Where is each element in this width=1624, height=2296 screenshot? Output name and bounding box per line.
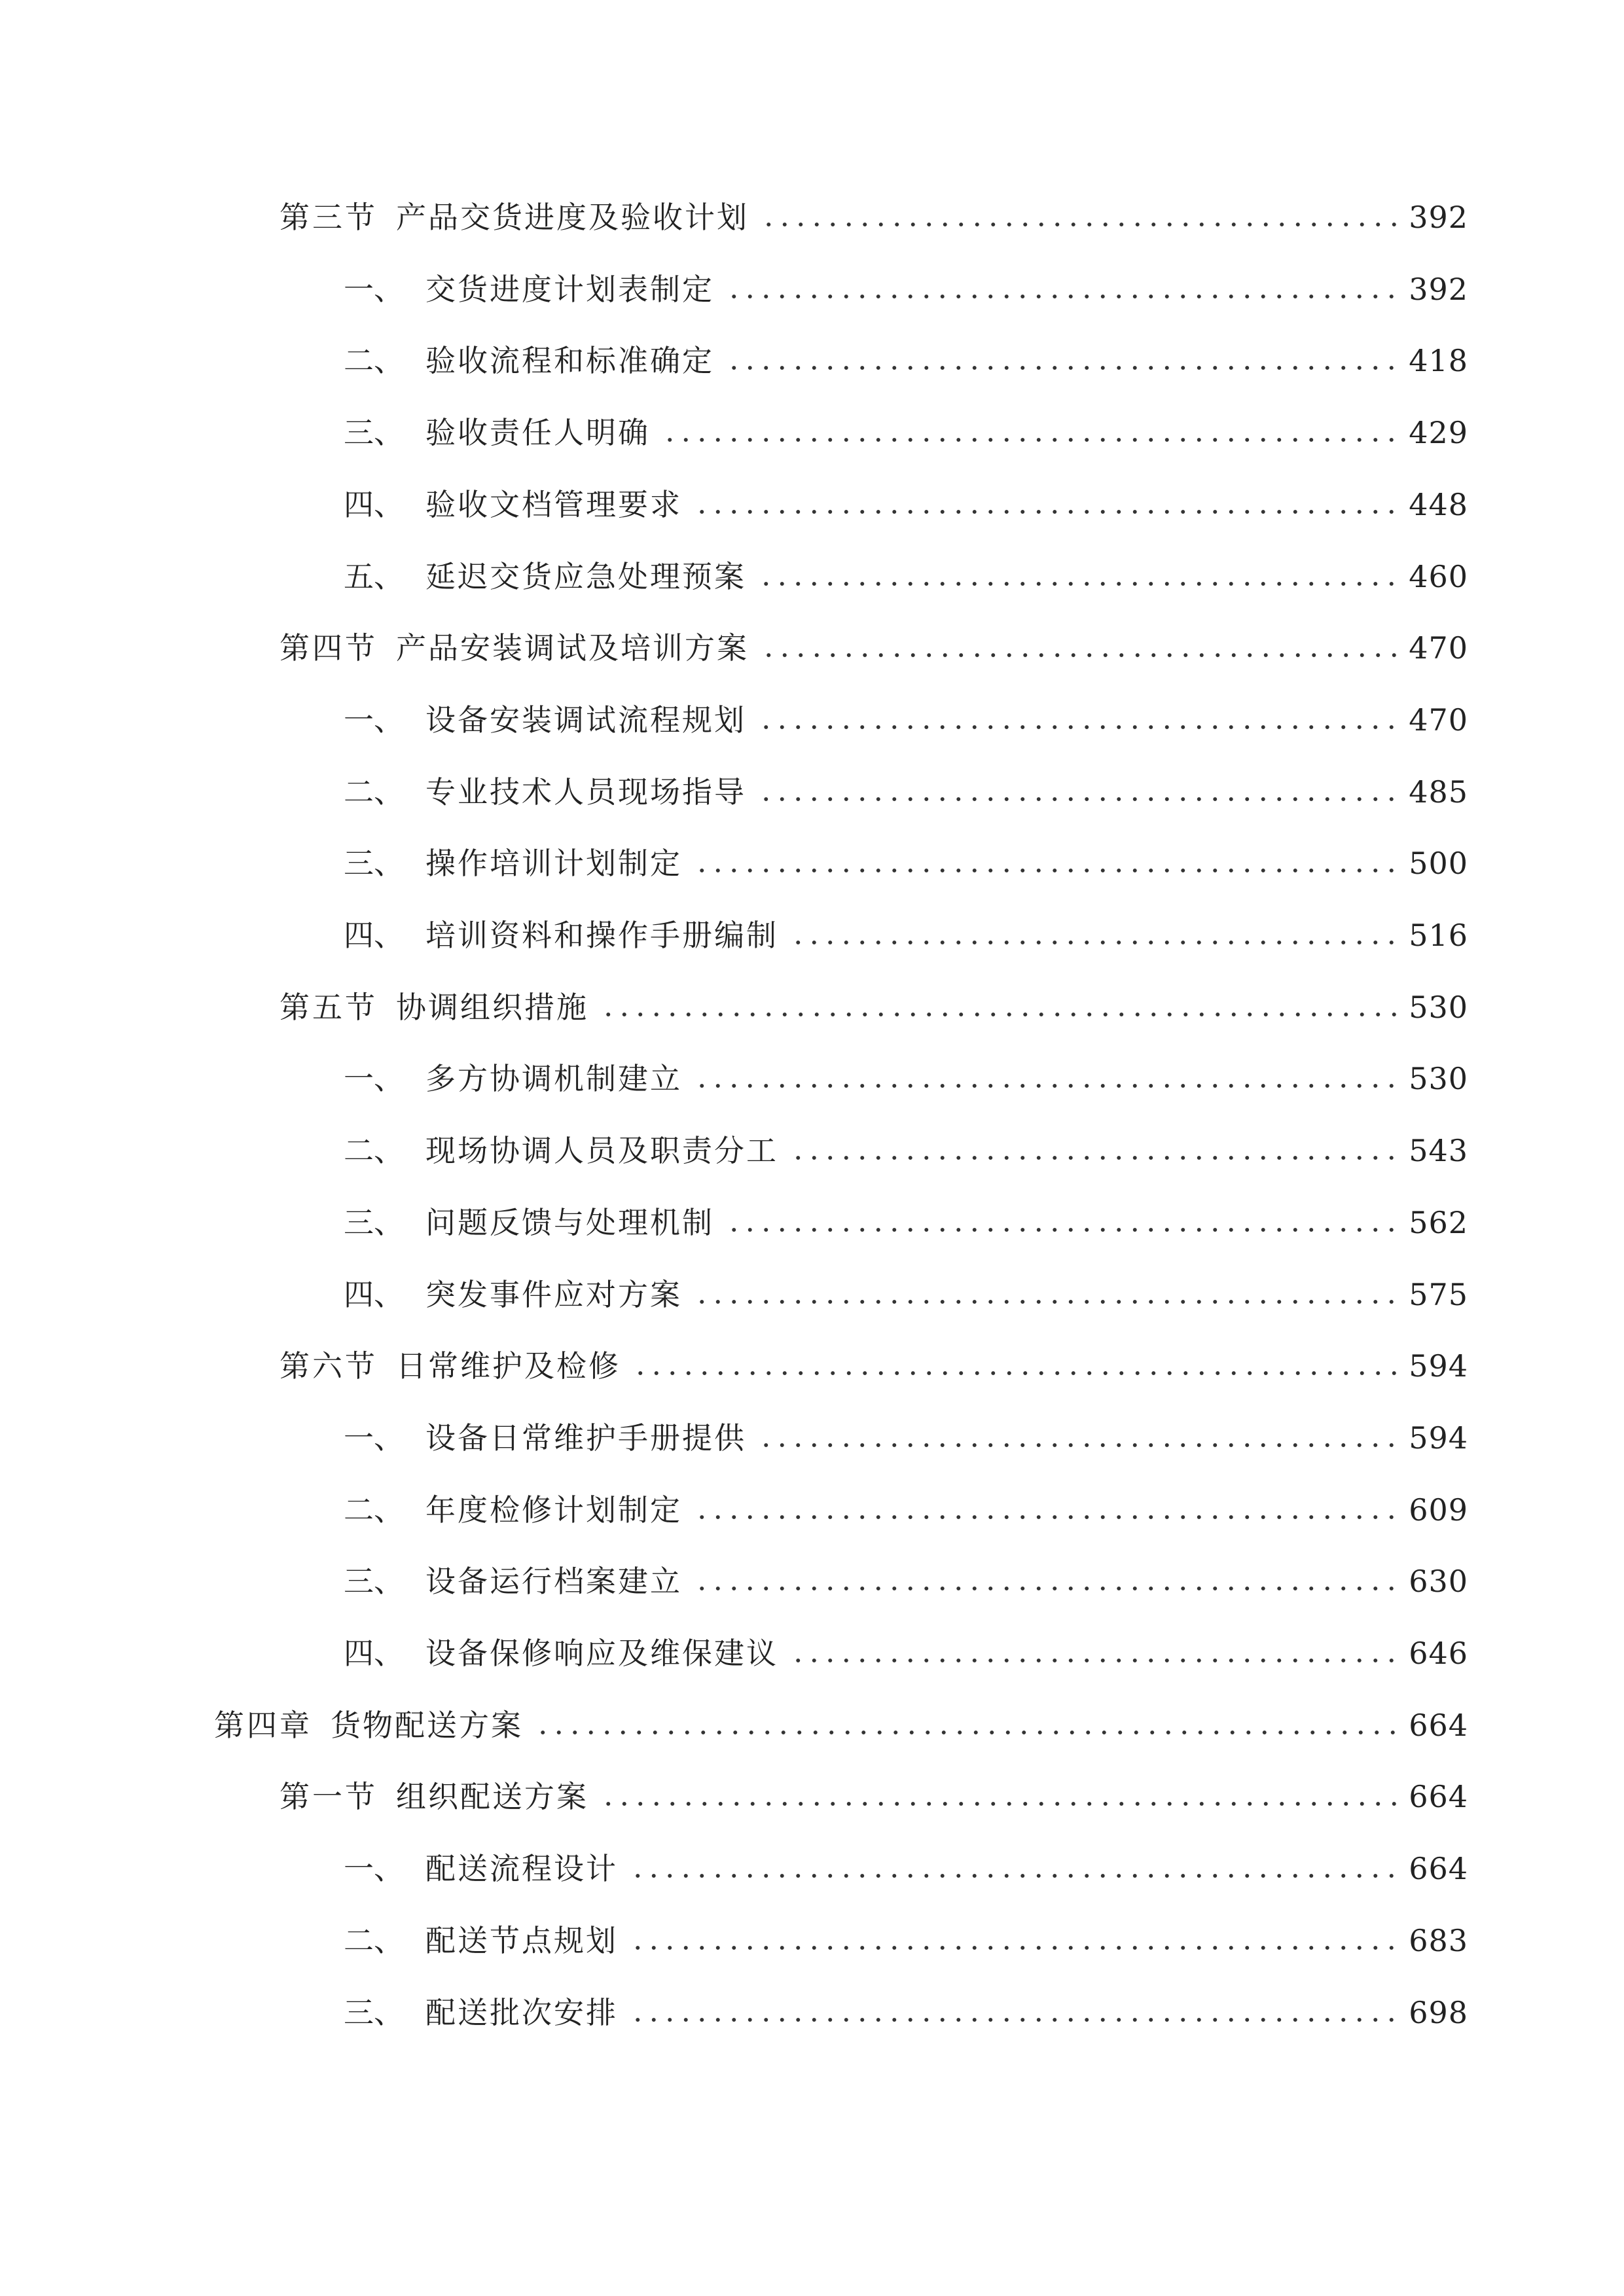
toc-dot-leader — [790, 1659, 1397, 1662]
toc-entry-page-number: 594 — [1409, 1420, 1468, 1456]
toc-entry-page-number: 609 — [1409, 1492, 1468, 1528]
toc-entry-page-number: 594 — [1409, 1348, 1468, 1384]
toc-entry-number: 三、 — [344, 1564, 404, 1599]
toc-entry-page-number: 543 — [1409, 1133, 1468, 1168]
toc-entry-page-number: 392 — [1409, 272, 1468, 307]
toc-dot-leader — [761, 653, 1397, 657]
toc-entry[interactable] — [280, 622, 1468, 674]
toc-entry-title: 协调组织措施 — [396, 990, 588, 1025]
toc-dot-leader — [694, 1084, 1397, 1088]
toc-entry-title: 交货进度计划表制定 — [425, 272, 714, 307]
toc-entry[interactable] — [344, 1842, 1468, 1895]
toc-dot-leader — [758, 582, 1397, 586]
toc-entry-title: 配送流程设计 — [425, 1851, 618, 1886]
toc-dot-leader — [758, 797, 1397, 801]
toc-entry[interactable] — [344, 1196, 1468, 1249]
toc-entry-title: 货物配送方案 — [331, 1708, 523, 1743]
toc-entry[interactable] — [344, 909, 1468, 961]
toc-dot-leader — [694, 869, 1397, 872]
toc-entry-number: 一、 — [344, 272, 404, 307]
toc-entry-title: 验收文档管理要求 — [425, 487, 682, 522]
toc-entry-number: 一、 — [344, 1851, 404, 1886]
toc-entry-number: 四、 — [344, 1277, 404, 1312]
toc-entry-title: 问题反馈与处理机制 — [425, 1205, 714, 1240]
toc-entry-number: 第六节 — [280, 1348, 378, 1384]
toc-entry-title: 突发事件应对方案 — [425, 1277, 682, 1312]
toc-entry-number: 三、 — [344, 1995, 404, 2030]
toc-entry-page-number: 418 — [1409, 343, 1468, 378]
toc-entry-number: 一、 — [344, 1420, 404, 1456]
toc-entry-page-number: 664 — [1409, 1779, 1468, 1814]
toc-entry-number: 一、 — [344, 1061, 404, 1096]
toc-entry-title: 产品安装调试及培训方案 — [396, 630, 749, 666]
toc-entry[interactable] — [280, 191, 1468, 243]
toc-entry-page-number: 646 — [1409, 1636, 1468, 1671]
toc-entry-title: 专业技术人员现场指导 — [425, 774, 746, 810]
toc-dot-leader — [790, 1156, 1397, 1160]
toc-entry-number: 四、 — [344, 918, 404, 953]
toc-entry[interactable] — [344, 550, 1468, 603]
toc-dot-leader — [535, 1731, 1397, 1734]
toc-entry-title: 操作培训计划制定 — [425, 846, 682, 881]
toc-entry-title: 设备安装调试流程规划 — [425, 702, 746, 738]
toc-entry[interactable] — [344, 1268, 1468, 1321]
toc-entry-title: 验收责任人明确 — [425, 415, 650, 450]
toc-entry-number: 第四章 — [214, 1708, 312, 1743]
toc-entry-page-number: 429 — [1409, 415, 1468, 450]
toc-entry[interactable] — [344, 1484, 1468, 1536]
toc-entry-number: 第四节 — [280, 630, 378, 666]
toc-dot-leader — [600, 1013, 1397, 1016]
toc-entry-number: 四、 — [344, 1636, 404, 1671]
toc-dot-leader — [630, 1946, 1397, 1950]
toc-dot-leader — [600, 1802, 1397, 1806]
toc-entry-number: 二、 — [344, 1133, 404, 1168]
toc-dot-leader — [726, 1228, 1397, 1232]
toc-entry[interactable] — [344, 406, 1468, 459]
toc-entry-title: 产品交货进度及验收计划 — [396, 200, 749, 235]
toc-entry[interactable] — [344, 1914, 1468, 1967]
toc-entry-page-number: 664 — [1409, 1851, 1468, 1886]
toc-entry-number: 二、 — [344, 343, 404, 378]
toc-dot-leader — [726, 295, 1397, 298]
toc-entry-number: 三、 — [344, 846, 404, 881]
toc-entry[interactable] — [280, 981, 1468, 1033]
toc-entry[interactable] — [344, 478, 1468, 531]
toc-entry-page-number: 683 — [1409, 1923, 1468, 1958]
toc-entry-page-number: 575 — [1409, 1277, 1468, 1312]
toc-entry[interactable] — [344, 1412, 1468, 1464]
toc-entry-title: 延迟交货应急处理预案 — [425, 559, 746, 594]
toc-dot-leader — [790, 941, 1397, 944]
toc-entry-number: 三、 — [344, 415, 404, 450]
toc-entry-number: 一、 — [344, 702, 404, 738]
toc-dot-leader — [694, 1515, 1397, 1519]
toc-dot-leader — [758, 725, 1397, 729]
toc-entry-title: 配送批次安排 — [425, 1995, 618, 2030]
toc-entry-title: 年度检修计划制定 — [425, 1492, 682, 1528]
toc-dot-leader — [694, 1300, 1397, 1304]
toc-dot-leader — [758, 1443, 1397, 1447]
toc-entry-page-number: 460 — [1409, 559, 1468, 594]
toc-entry-page-number: 664 — [1409, 1708, 1468, 1743]
toc-dot-leader — [694, 1587, 1397, 1590]
toc-entry[interactable] — [344, 1986, 1468, 2039]
toc-dot-leader — [761, 223, 1397, 226]
toc-dot-leader — [632, 1371, 1397, 1375]
toc-entry[interactable] — [344, 334, 1468, 387]
toc-dot-leader — [630, 2018, 1397, 2022]
toc-dot-leader — [630, 1874, 1397, 1878]
toc-entry-page-number: 630 — [1409, 1564, 1468, 1599]
toc-entry[interactable] — [344, 837, 1468, 889]
toc-entry-number: 第五节 — [280, 990, 378, 1025]
toc-entry-number: 二、 — [344, 1923, 404, 1958]
toc-entry-number: 二、 — [344, 1492, 404, 1528]
toc-entry-page-number: 562 — [1409, 1205, 1468, 1240]
toc-entry-number: 第一节 — [280, 1779, 378, 1814]
toc-entry-number: 第三节 — [280, 200, 378, 235]
toc-entry-title: 设备运行档案建立 — [425, 1564, 682, 1599]
toc-entry-title: 设备日常维护手册提供 — [425, 1420, 746, 1456]
toc-entry-page-number: 698 — [1409, 1995, 1468, 2030]
toc-entry[interactable] — [280, 1340, 1468, 1392]
toc-entry[interactable] — [280, 1770, 1468, 1823]
toc-entry-title: 多方协调机制建立 — [425, 1061, 682, 1096]
toc-entry-title: 组织配送方案 — [396, 1779, 588, 1814]
toc-entry-page-number: 530 — [1409, 990, 1468, 1025]
toc-entry-page-number: 516 — [1409, 918, 1468, 953]
toc-entry[interactable] — [214, 1699, 1468, 1751]
toc-entry-page-number: 500 — [1409, 846, 1468, 881]
toc-entry[interactable] — [344, 263, 1468, 315]
toc-entry-number: 五、 — [344, 559, 404, 594]
toc-dot-leader — [694, 510, 1397, 514]
toc-entry-title: 配送节点规划 — [425, 1923, 618, 1958]
toc-entry-number: 三、 — [344, 1205, 404, 1240]
toc-entry[interactable] — [344, 694, 1468, 746]
toc-entry-title: 培训资料和操作手册编制 — [425, 918, 778, 953]
toc-entry-page-number: 448 — [1409, 487, 1468, 522]
toc-dot-leader — [726, 366, 1397, 370]
toc-entry[interactable] — [344, 1052, 1468, 1105]
toc-entry-page-number: 485 — [1409, 774, 1468, 810]
toc-dot-leader — [662, 438, 1397, 442]
toc-entry-number: 四、 — [344, 487, 404, 522]
toc-entry-title: 验收流程和标准确定 — [425, 343, 714, 378]
toc-entry-title: 现场协调人员及职责分工 — [425, 1133, 778, 1168]
toc-entry[interactable] — [344, 766, 1468, 818]
toc-entry[interactable] — [344, 1627, 1468, 1679]
toc-entry-page-number: 470 — [1409, 702, 1468, 738]
toc-entry[interactable] — [344, 1555, 1468, 1607]
toc-entry-page-number: 470 — [1409, 630, 1468, 666]
toc-entry[interactable] — [344, 1124, 1468, 1177]
toc-entry-page-number: 392 — [1409, 200, 1468, 235]
toc-entry-number: 二、 — [344, 774, 404, 810]
toc-entry-page-number: 530 — [1409, 1061, 1468, 1096]
toc-entry-title: 设备保修响应及维保建议 — [425, 1636, 778, 1671]
toc-entry-title: 日常维护及检修 — [396, 1348, 621, 1384]
